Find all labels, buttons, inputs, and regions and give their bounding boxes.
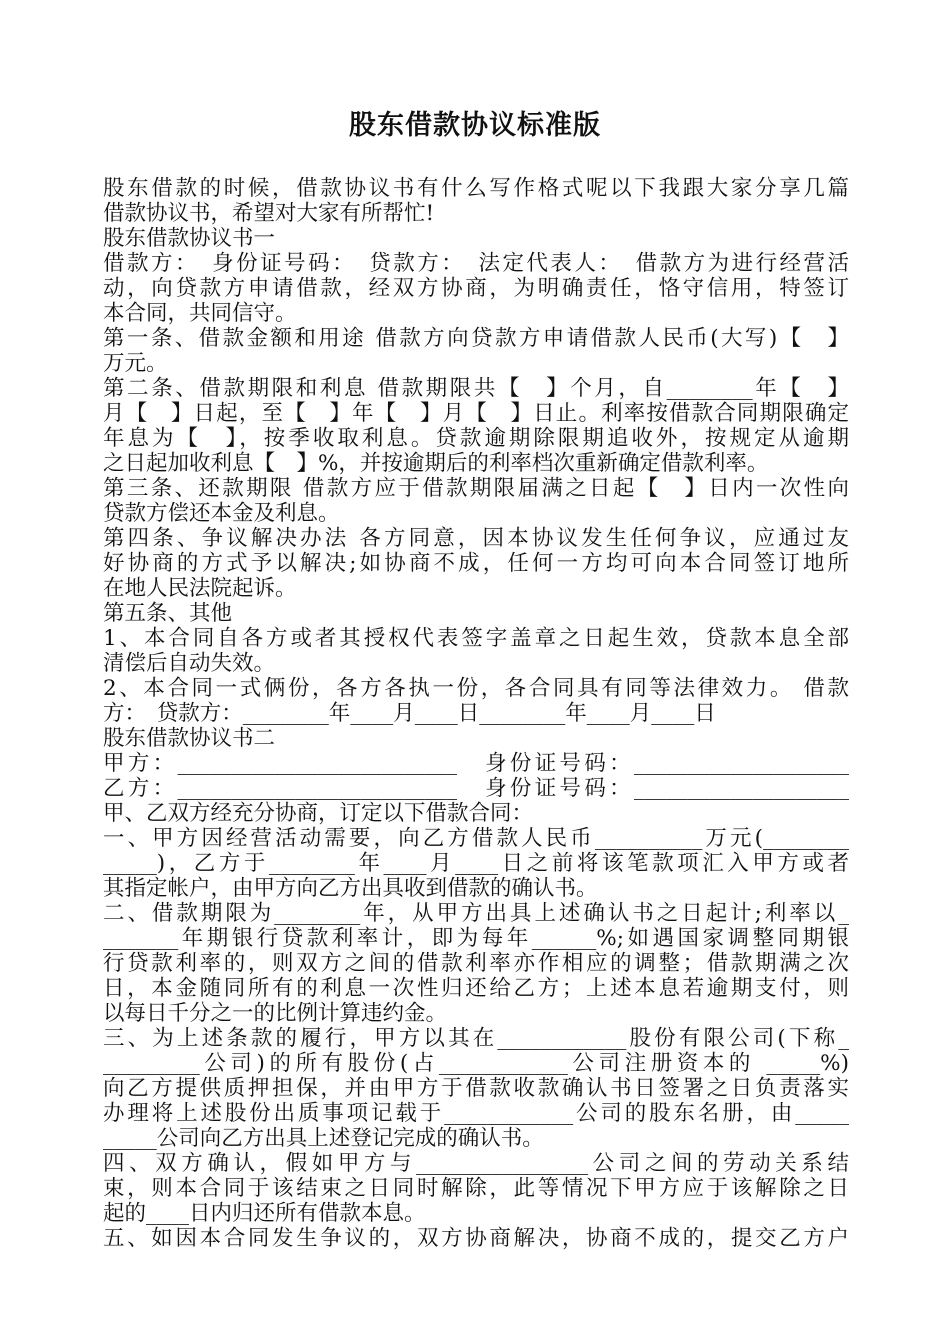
body-line: 方： 贷款方：________年____月____日________年____月____日 [103,701,716,726]
body-line: 日，本金随同所有的利息一次性归还给乙方；上述本息若逾期支付，则 [103,976,849,1001]
body-line: 甲、乙双方经充分协商，订定以下借款合同： [103,801,534,826]
body-line: 万元。 [103,351,168,376]
document-body [103,176,849,1251]
body-line: 在地人民法院起诉。 [103,576,297,601]
body-line: 之日起加收利息【 】%，并按逾期后的利率档次重新确定借款利率。 [103,451,769,476]
body-line: 第一条、借款金额和用途 借款方向贷款方申请借款人民币(大写)【 】 [103,326,849,351]
body-line: 第五条、其他 [103,601,233,626]
body-line: _______年期银行贷款利率计，即为每年______%;如遇国家调整同期银 [103,926,849,951]
body-line: 办理将上述股份出质事项记载于____________公司的股东名册，由_____ [103,1101,849,1126]
body-line: _________公司)的所有股份(占____________公司注册资本的 _____%) [103,1051,849,1076]
body-line: 以每日千分之一的比例计算违约金。 [103,1001,448,1026]
body-line: 月【 】日起，至【 】年【 】月【 】日止。利率按借款合同期限确定 [103,401,849,426]
body-line: 清偿后自动失效。 [103,651,276,676]
body-line: 二、借款期限为________年，从甲方出具上述确认书之日起计;利率以_ [103,901,849,926]
body-line: 借款方： 身份证号码： 贷款方： 法定代表人： 借款方为进行经营活 [103,251,849,276]
body-line: 向乙方提供质押担保，并由甲方于借款收款确认书日签署之日负责落实 [103,1076,849,1101]
body-line: 年息为【 】，按季收取利息。贷款逾期除限期追收外，按规定从逾期 [103,426,849,451]
body-line: 股东借款的时候，借款协议书有什么写作格式呢以下我跟大家分享几篇 [103,176,849,201]
body-line: 贷款方偿还本金及利息。 [103,501,340,526]
body-line: 甲方：__________________________ 身份证号码：____________________ [103,751,849,776]
body-line: 一、甲方因经营活动需要，向乙方借款人民币__________万元(________ [103,826,849,851]
body-line: 动，向贷款方申请借款，经双方协商，为明确责任，恪守信用，特签订 [103,276,849,301]
body-line: 借款协议书，希望对大家有所帮忙! [103,201,435,226]
body-line: 其指定帐户，由甲方向乙方出具收到借款的确认书。 [103,876,598,901]
body-line: 四、双方确认，假如甲方与________________公司之间的劳动关系结 [103,1151,849,1176]
body-line: 本合同，共同信守。 [103,301,297,326]
body-line: 第三条、还款期限 借款方应于借款期限届满之日起【 】日内一次性向 [103,476,849,501]
body-line: 行贷款利率的，则双方之间的借款利率亦作相应的调整；借款期满之次 [103,951,849,976]
body-line: 五、如因本合同发生争议的，双方协商解决，协商不成的，提交乙方户 [103,1226,849,1251]
body-line: 起的____日内归还所有借款本息。 [103,1201,426,1226]
document-title: 股东借款协议标准版 [349,110,601,141]
body-line: _____公司向乙方出具上述登记完成的确认书。 [103,1126,544,1151]
body-line: 股东借款协议书二 [103,726,276,751]
body-line: 2、本合同一式俩份，各方各执一份，各合同具有同等法律效力。 借款 [103,676,849,701]
body-line: 1、本合同自各方或者其授权代表签字盖章之日起生效，贷款本息全部 [103,626,849,651]
body-line: _____)，乙方于________年____月____日之前将该笔款项汇入甲方或者 [103,851,849,876]
body-line: 第二条、借款期限和利息 借款期限共【 】个月，自________年【 】 [103,376,849,401]
body-line: 股东借款协议书一 [103,226,276,251]
body-line: 束，则本合同于该结束之日同时解除，此等情况下甲方应于该解除之日 [103,1176,849,1201]
body-line: 三、为上述条款的履行，甲方以其在____________股份有限公司(下称_ [103,1026,849,1051]
body-line: 第四条、争议解决办法 各方同意，因本协议发生任何争议，应通过友 [103,526,849,551]
body-line: 乙方：__________________________ 身份证号码：____________________ [103,776,849,801]
body-line: 好协商的方式予以解决;如协商不成，任何一方均可向本合同签订地所 [103,551,849,576]
